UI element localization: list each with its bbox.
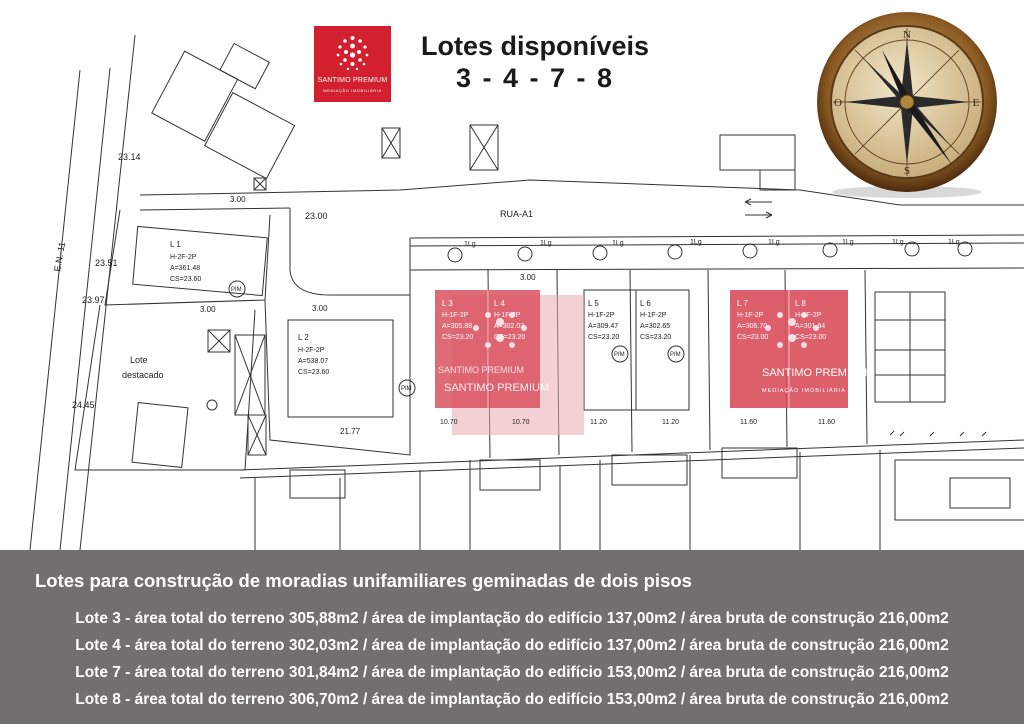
svg-text:10.70: 10.70 (440, 419, 458, 426)
svg-text:CS=23.20: CS=23.20 (494, 334, 526, 341)
parking-label: 1Lg (540, 240, 552, 247)
road-edge-line (30, 70, 80, 550)
svg-text:H-2F-2P: H-2F-2P (298, 347, 325, 354)
svg-text:CS=23.00: CS=23.00 (737, 334, 769, 341)
svg-text:11.60: 11.60 (740, 419, 757, 426)
setback-label: 3.00 (200, 305, 216, 314)
watermark-brand: SANTIMO PREMIUM (444, 382, 550, 394)
lot-l5-info (588, 299, 619, 426)
parking-label: 1Lg (464, 241, 476, 248)
logo-tagline: MEDIAÇÃO IMOBILIÁRIA (323, 88, 382, 93)
svg-text:H-1F-2P: H-1F-2P (795, 312, 822, 319)
svg-text:11.60: 11.60 (818, 419, 835, 426)
svg-text:H-1F-2P: H-1F-2P (588, 312, 615, 319)
svg-text:L 2: L 2 (298, 333, 309, 342)
compass-east-label: E (972, 97, 980, 109)
svg-text:L 4: L 4 (494, 299, 505, 308)
building-footprint (205, 93, 295, 179)
svg-text:H-1F-2P: H-1F-2P (494, 312, 521, 319)
compass-south-label: S (903, 165, 911, 177)
svg-text:L 8: L 8 (795, 299, 806, 308)
parking-label: 1Lg (612, 240, 624, 247)
title-heading: Lotes disponíveis (420, 31, 650, 61)
building-footprint (895, 460, 1024, 520)
logo-brand-text: SANTIMO PREMIUM (317, 77, 388, 84)
svg-text:10.70: 10.70 (512, 419, 530, 426)
lot-info-panel (0, 550, 1024, 724)
svg-text:A=538.07: A=538.07 (298, 358, 329, 365)
svg-text:A=309.47: A=309.47 (588, 323, 619, 330)
svg-text:H-2F-2P: H-2F-2P (170, 254, 197, 261)
lot-l1-info (170, 240, 201, 283)
svg-text:CS=23.00: CS=23.00 (795, 334, 827, 341)
building-footprint (720, 135, 795, 170)
svg-text:H-1F-2P: H-1F-2P (640, 312, 667, 319)
svg-text:A=302.03: A=302.03 (494, 323, 525, 330)
elevation-label: 23.14 (118, 152, 141, 162)
watermark-brand: SANTIMO PREMIUM (762, 367, 868, 379)
svg-text:A=302.65: A=302.65 (640, 323, 671, 330)
road-edge-line (60, 68, 110, 550)
road-edge-line (290, 208, 410, 295)
info-heading: Lotes para construção de moradias unifamiliares geminadas de dois pisos (35, 570, 692, 591)
setback-label: 3.00 (520, 273, 536, 282)
building-footprint (612, 455, 687, 485)
parking-label: 1Lg (948, 239, 960, 246)
svg-text:11.20: 11.20 (662, 419, 679, 426)
road-edge-line (140, 208, 290, 210)
svg-text:CS=23.20: CS=23.20 (640, 334, 672, 341)
svg-text:CS=23.60: CS=23.60 (298, 369, 330, 376)
road-width-label: 23.00 (305, 211, 328, 221)
brand-logo (314, 26, 391, 102)
svg-text:A=361.48: A=361.48 (170, 265, 201, 272)
parking-label: 1Lg (842, 239, 854, 246)
lot-boundary (410, 268, 1024, 270)
road-edge-line (410, 243, 1024, 246)
lot-l2-info (298, 333, 329, 376)
pim-label: PIM (670, 352, 681, 358)
lot-info-row: Lote 3 - área total do terreno 305,88m2 / área de implantação do edifício 137,00m2 / área bruta de construção 216,00m2 (75, 610, 949, 627)
svg-text:CS=23.20: CS=23.20 (442, 334, 474, 341)
road-edge-line (80, 35, 135, 550)
parking-label: 1Lg (768, 239, 780, 246)
svg-text:L 6: L 6 (640, 299, 651, 308)
compass-icon (812, 10, 1002, 200)
svg-text:CS=23.20: CS=23.20 (588, 334, 620, 341)
lot-boundary (265, 270, 410, 455)
pim-label: PIM (401, 386, 412, 392)
building-footprint (760, 170, 795, 190)
lot-l1-footprint (133, 226, 268, 295)
svg-text:H-1F-2P: H-1F-2P (442, 312, 469, 319)
logo-dots-icon (334, 34, 371, 72)
pim-label: PIM (231, 287, 242, 293)
parking-label: 1Lg (690, 239, 702, 246)
svg-text:L 5: L 5 (588, 299, 599, 308)
watermark-brand: SANTIMO PREMIUM (438, 365, 525, 375)
title-lots: 3 - 4 - 7 - 8 (455, 63, 615, 93)
lot-l6-info (640, 299, 679, 426)
watermark-tagline: MEDIAÇÃO IMOBILIÁRIA (762, 388, 846, 394)
lot-depth-label: 21.77 (340, 427, 361, 436)
lot-info-row: Lote 8 - área total do terreno 306,70m2 / área de implantação do edifício 153,00m2 / área bruta de construção 216,00m2 (75, 691, 949, 708)
building-footprint (722, 448, 797, 478)
compass-north-label: N (903, 29, 911, 41)
detached-lot-label: Lote (130, 355, 148, 365)
building-footprint (132, 403, 188, 468)
building-footprint (220, 43, 269, 88)
svg-text:L 1: L 1 (170, 240, 181, 249)
svg-text:H-1F-2P: H-1F-2P (737, 312, 764, 319)
building-footprint (480, 460, 540, 490)
parking-label: 1Lg (892, 239, 904, 246)
road-label: RUA-A1 (500, 209, 534, 219)
detached-lot-label: destacado (122, 370, 164, 380)
svg-text:L 7: L 7 (737, 299, 748, 308)
page-title (390, 30, 680, 94)
setback-label: 3.00 (312, 304, 328, 313)
pim-label: PIM (614, 352, 625, 358)
road-edge-line (410, 235, 1024, 238)
svg-text:A=306.70: A=306.70 (737, 323, 768, 330)
svg-text:A=305.88: A=305.88 (442, 323, 473, 330)
elevation-label: 23.51 (95, 258, 118, 268)
svg-text:11.20: 11.20 (590, 419, 607, 426)
svg-text:CS=23.60: CS=23.60 (170, 276, 202, 283)
lot-info-row: Lote 7 - área total do terreno 301,84m2 / área de implantação do edifício 153,00m2 / área bruta de construção 216,00m2 (75, 664, 949, 681)
svg-text:A=301.84: A=301.84 (795, 323, 826, 330)
building-footprint (152, 51, 238, 141)
setback-label: 3.00 (230, 195, 246, 204)
elevation-label: 24.45 (72, 400, 95, 410)
road-code-label: E.N.-11 (52, 241, 68, 273)
svg-text:L 3: L 3 (442, 299, 453, 308)
compass-west-label: O (834, 97, 842, 109)
lot-info-row: Lote 4 - área total do terreno 302,03m2 / área de implantação do edifício 137,00m2 / área bruta de construção 216,00m2 (75, 637, 949, 654)
elevation-label: 23.97 (82, 295, 105, 305)
